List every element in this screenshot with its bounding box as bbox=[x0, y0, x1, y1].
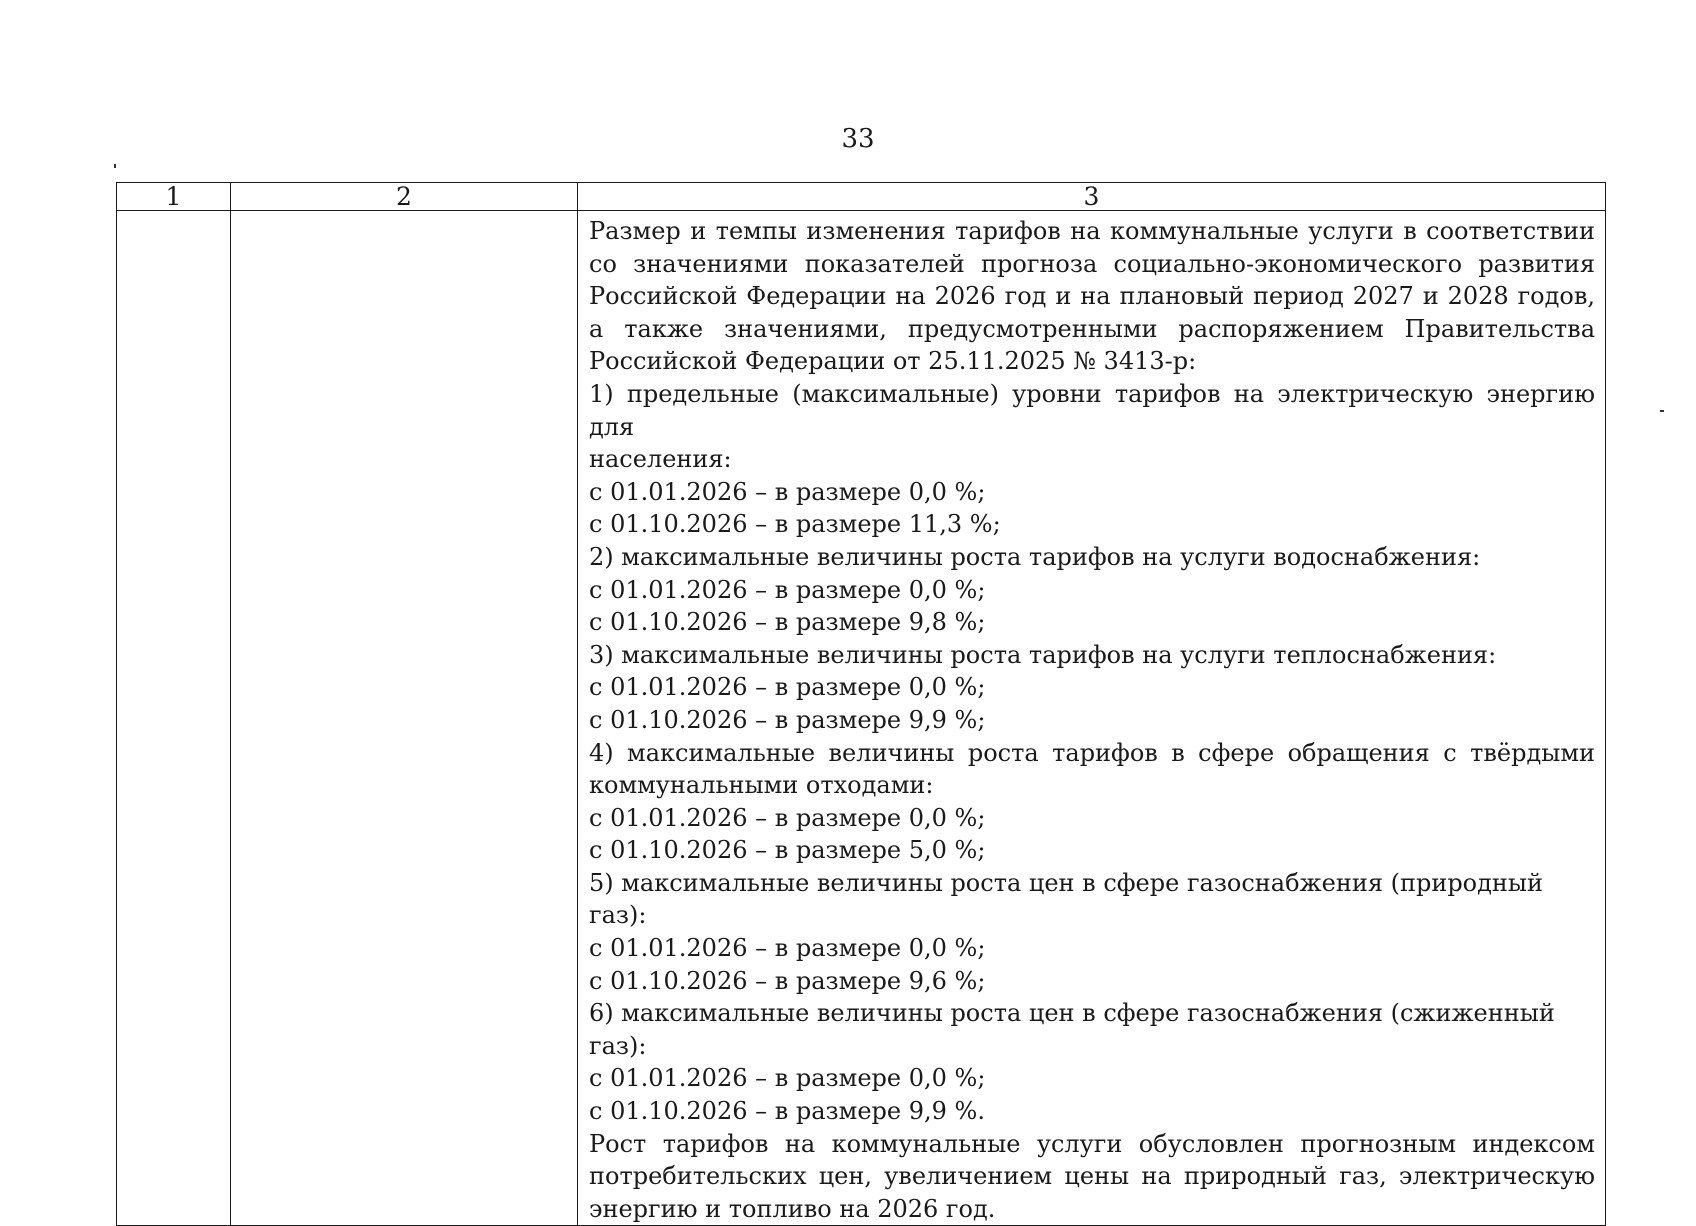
text-line: коммунальными отходами: bbox=[589, 771, 934, 800]
text-line: с 01.10.2026 – в размере 9,9 %. bbox=[589, 1097, 985, 1126]
text-line: Российской Федерации от 25.11.2025 № 3413-р: bbox=[589, 347, 1197, 376]
scan-mark-right bbox=[1660, 410, 1664, 412]
text-line: энергию и топливо на 2026 год. bbox=[589, 1194, 996, 1223]
text-line: а также значениями, предусмотренными распоряжением Правительства bbox=[589, 314, 1595, 343]
text-line: с 01.10.2026 – в размере 9,9 %; bbox=[589, 705, 986, 734]
text-line: с 01.01.2026 – в размере 0,0 %; bbox=[589, 934, 986, 963]
row-cell-2 bbox=[231, 211, 578, 1226]
text-line: потребительских цен, увеличением цены на природный газ, электрическую bbox=[589, 1162, 1595, 1191]
header-cell-2: 2 bbox=[231, 183, 578, 211]
text-line: с 01.10.2026 – в размере 9,6 %; bbox=[589, 966, 986, 995]
page-number: 33 bbox=[841, 124, 875, 154]
text-line: с 01.10.2026 – в размере 5,0 %; bbox=[589, 836, 986, 865]
tariff-text-block bbox=[589, 215, 1595, 1225]
text-line: с 01.01.2026 – в размере 0,0 %; bbox=[589, 477, 986, 506]
document-table bbox=[116, 182, 1606, 1226]
text-line: 2) максимальные величины роста тарифов на услуги водоснабжения: bbox=[589, 542, 1481, 571]
text-line: с 01.01.2026 – в размере 0,0 %; bbox=[589, 1064, 986, 1093]
text-line: 4) максимальные величины роста тарифов в сфере обращения с твёрдыми bbox=[589, 738, 1595, 767]
text-line: Российской Федерации на 2026 год и на плановый период 2027 и 2028 годов, bbox=[589, 282, 1595, 311]
text-line: 6) максимальные величины роста цен в сфере газоснабжения (сжиженный газ): bbox=[589, 999, 1555, 1060]
text-line: Размер и темпы изменения тарифов на коммунальные услуги в соответствии bbox=[589, 217, 1595, 245]
text-line: с 01.01.2026 – в размере 0,0 %; bbox=[589, 575, 986, 604]
header-cell-1: 1 bbox=[117, 183, 231, 211]
text-line: 3) максимальные величины роста тарифов на услуги теплоснабжения: bbox=[589, 640, 1497, 669]
text-line: Рост тарифов на коммунальные услуги обусловлен прогнозным индексом bbox=[589, 1129, 1595, 1158]
table-row bbox=[117, 211, 1606, 1226]
text-line: населения: bbox=[589, 445, 732, 474]
text-line: с 01.01.2026 – в размере 0,0 %; bbox=[589, 673, 986, 702]
table-header-row bbox=[117, 183, 1606, 211]
text-line: с 01.01.2026 – в размере 0,0 %; bbox=[589, 803, 986, 832]
header-cell-3: 3 bbox=[578, 183, 1606, 211]
text-line: со значениями показателей прогноза социально-экономического развития bbox=[589, 249, 1595, 278]
row-cell-3 bbox=[578, 211, 1606, 1226]
text-line: с 01.10.2026 – в размере 9,8 %; bbox=[589, 608, 986, 637]
scan-mark-left bbox=[114, 164, 116, 168]
text-line: 5) максимальные величины роста цен в сфере газоснабжения (природный газ): bbox=[589, 868, 1543, 930]
text-line: 1) предельные (максимальные) уровни тарифов на электрическую энергию для bbox=[589, 379, 1595, 441]
row-cell-1 bbox=[117, 211, 231, 1226]
text-line: с 01.10.2026 – в размере 11,3 %; bbox=[589, 510, 1001, 539]
